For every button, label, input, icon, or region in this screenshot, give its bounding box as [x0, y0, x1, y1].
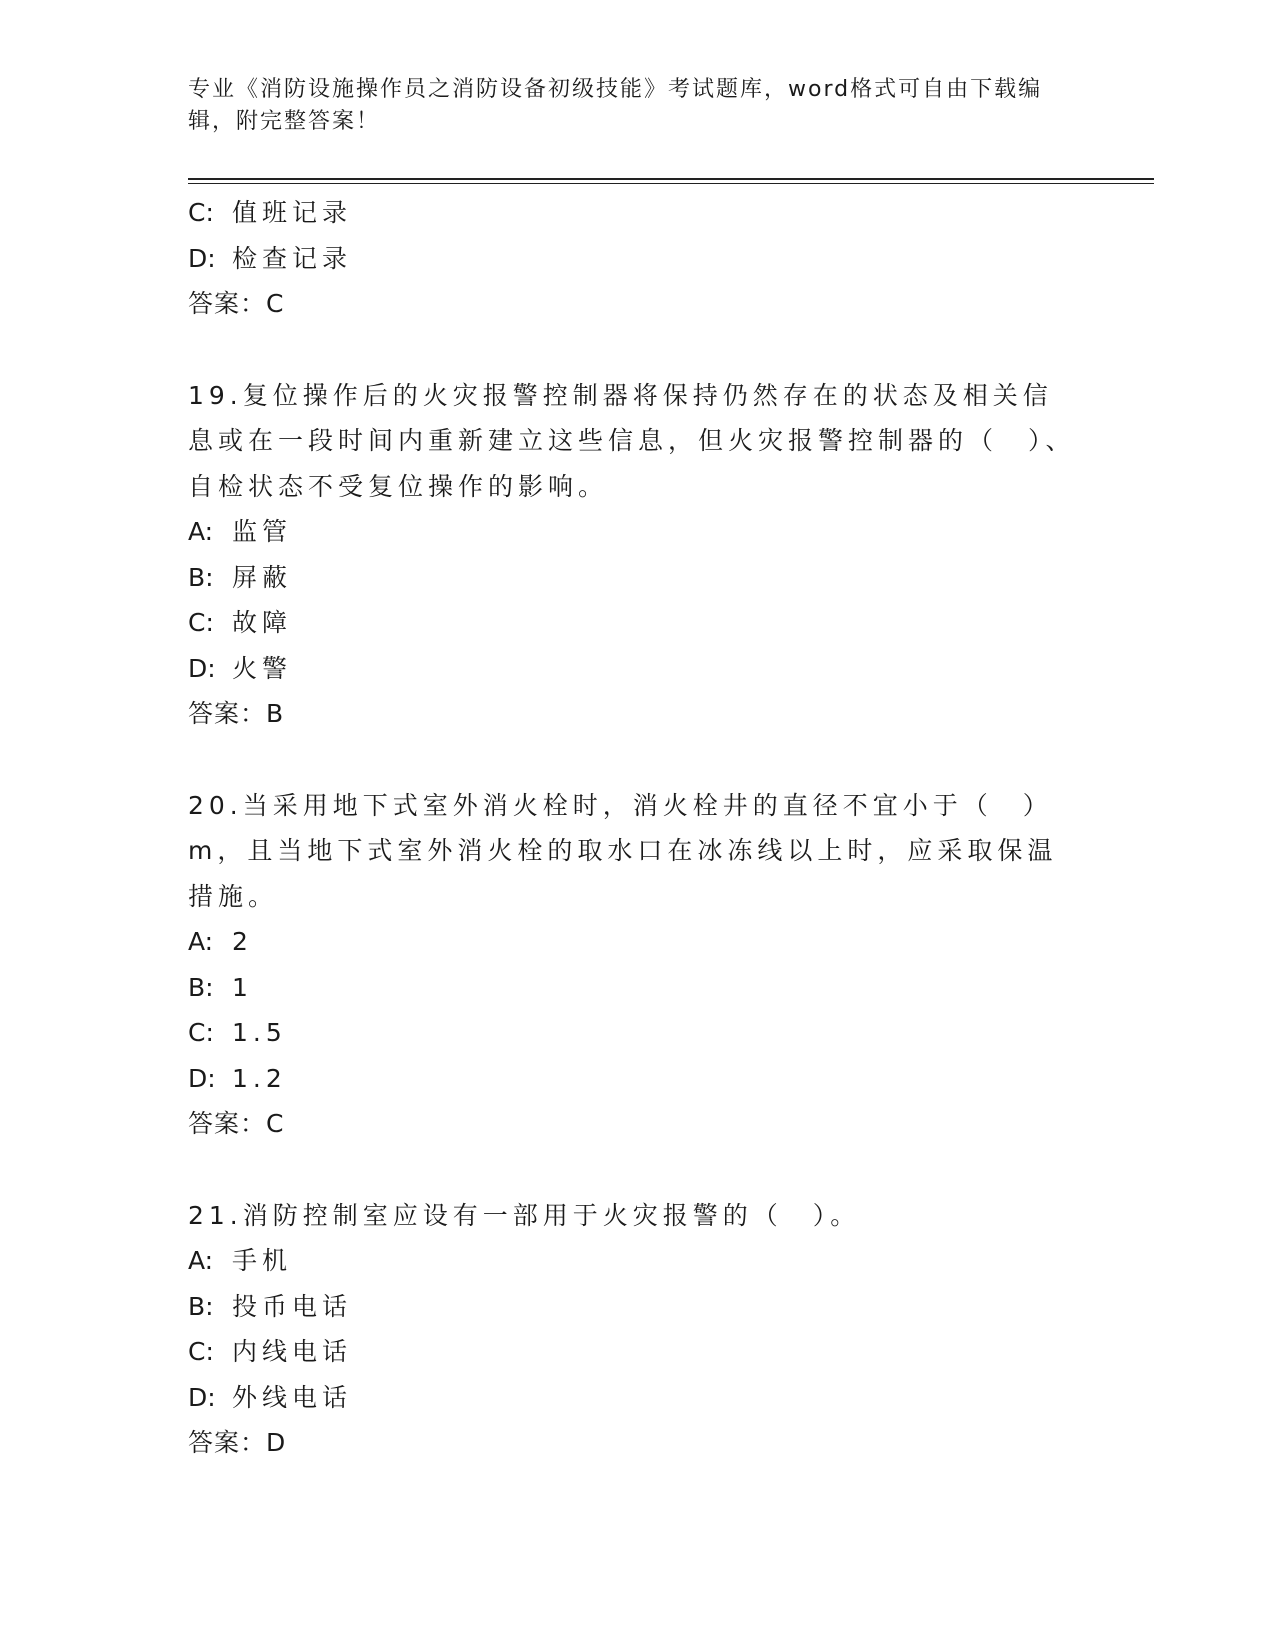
- header-divider-thin: [188, 183, 1154, 184]
- question-19: [188, 373, 1088, 737]
- option-c: C: 1.5: [188, 1018, 287, 1047]
- question-18-tail: [188, 190, 1088, 327]
- option-b: B: 1: [188, 972, 253, 1002]
- option-d: D: 检查记录: [188, 243, 353, 273]
- question-20: [188, 783, 1088, 1147]
- question-21: [188, 1193, 1088, 1466]
- option-d: D: 火警: [188, 653, 293, 683]
- question-list: [188, 190, 1088, 1466]
- question-stem: 19.复位操作后的火灾报警控制器将保持仍然存在的状态及相关信息或在一段时间内重新建立这些信息，但火灾报警控制器的（ ）、自检状态不受复位操作的影响。: [188, 380, 1076, 501]
- option-c: C: 故障: [188, 608, 293, 637]
- option-a: A: 手机: [188, 1246, 293, 1275]
- answer-line: 答案：B: [188, 699, 285, 728]
- option-d: D: 外线电话: [188, 1382, 353, 1412]
- option-a: A: 监管: [188, 517, 293, 546]
- option-c: C: 内线电话: [188, 1337, 353, 1366]
- answer-line: 答案：D: [188, 1428, 287, 1457]
- option-b: B: 屏蔽: [188, 562, 293, 592]
- document-header: 专业《消防设施操作员之消防设备初级技能》考试题库，word格式可自由下载编辑，附完整答案！: [188, 77, 1043, 134]
- answer-line: 答案：C: [188, 1109, 285, 1138]
- answer-line: 答案：C: [188, 289, 285, 318]
- option-d: D: 1.2: [188, 1063, 287, 1093]
- option-c: C: 值班记录: [188, 198, 353, 227]
- option-a: A: 2: [188, 927, 253, 956]
- option-b: B: 投币电话: [188, 1291, 353, 1321]
- question-stem: 20.当采用地下式室外消火栓时，消火栓井的直径不宜小于（ ）m，且当地下式室外消火栓的取水口在冰冻线以上时，应采取保温措施。: [188, 790, 1058, 911]
- header-divider-thick: [188, 178, 1154, 180]
- question-stem: 21.消防控制室应设有一部用于火灾报警的（ ）。: [188, 1200, 861, 1230]
